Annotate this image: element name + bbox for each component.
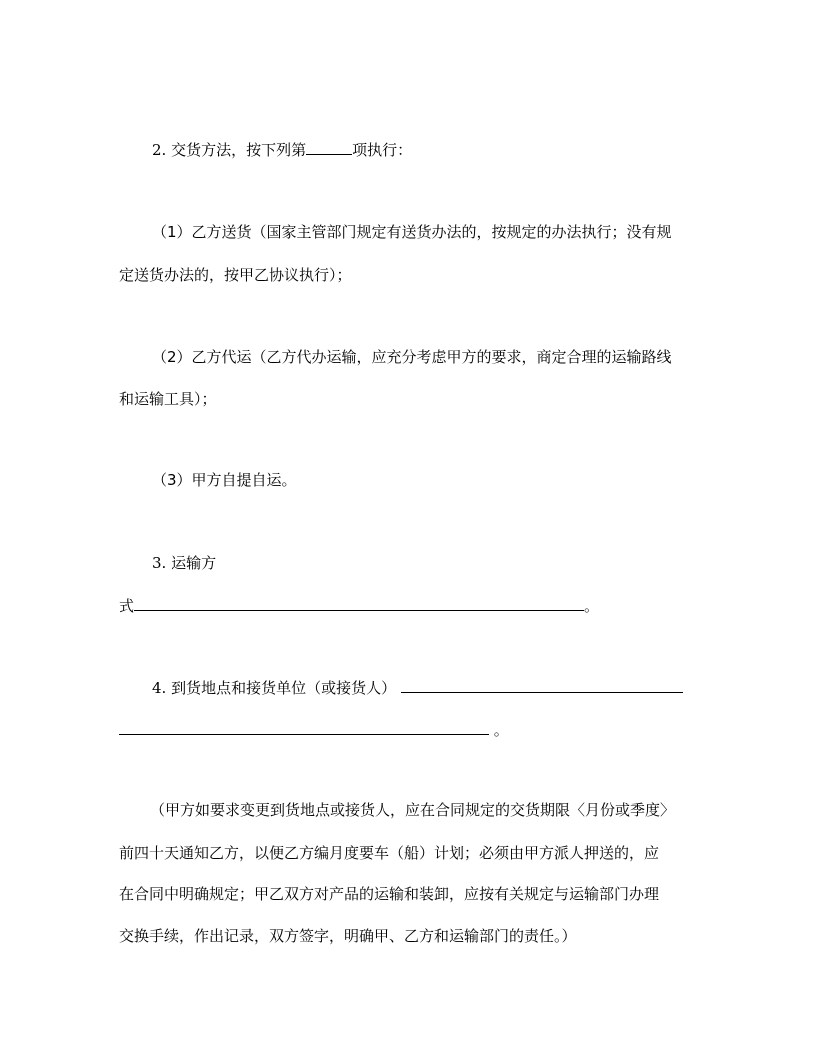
item-2-text-before: 交货方法，按下列第 xyxy=(171,141,307,159)
item-3-text-2: 式 xyxy=(119,597,135,615)
item-3-text-1: 运输方 xyxy=(171,554,217,572)
item-4-blank-2[interactable] xyxy=(119,719,489,735)
item-4-text: 到货地点和接货单位（或接货人） xyxy=(171,679,397,697)
item-2-line xyxy=(152,139,412,159)
item-3-line-2 xyxy=(119,595,599,615)
item-4-blank-1[interactable] xyxy=(401,677,683,693)
note-line-2: 前四十天通知乙方，以便乙方编月度要车（船）计划；必须由甲方派人押送的，应 xyxy=(119,844,660,862)
item-3-end: 。 xyxy=(584,597,600,615)
option-1-line-1: （1）乙方送货（国家主管部门规定有送货办法的，按规定的办法执行；没有规 xyxy=(152,223,672,241)
item-3-blank[interactable] xyxy=(134,595,584,611)
option-3-line-1: （3）甲方自提自运。 xyxy=(152,471,297,489)
note-line-1: （甲方如要求变更到货地点或接货人，应在合同规定的交货期限〈月份或季度〉 xyxy=(150,801,676,819)
item-4-number: 4. xyxy=(152,679,167,697)
option-2-line-2: 和运输工具）； xyxy=(119,390,217,408)
item-2-text-after: 项执行： xyxy=(352,141,413,159)
item-3-line-1 xyxy=(152,553,216,573)
item-4-line-1 xyxy=(152,677,683,697)
item-3-number: 3. xyxy=(152,554,167,572)
item-2-blank[interactable] xyxy=(306,139,352,155)
note-line-3: 在合同中明确规定；甲乙双方对产品的运输和装卸，应按有关规定与运输部门办理 xyxy=(119,885,660,903)
option-1-line-2: 定送货办法的，按甲乙协议执行）； xyxy=(119,266,352,284)
note-line-4: 交换手续，作出记录，双方签字，明确甲、乙方和运输部门的责任。） xyxy=(119,927,577,945)
item-4-end: 。 xyxy=(493,721,509,739)
item-2-number: 2. xyxy=(152,141,167,159)
option-2-line-1: （2）乙方代运（乙方代办运输，应充分考虑甲方的要求，商定合理的运输路线 xyxy=(152,348,672,366)
item-4-line-2 xyxy=(119,719,509,739)
